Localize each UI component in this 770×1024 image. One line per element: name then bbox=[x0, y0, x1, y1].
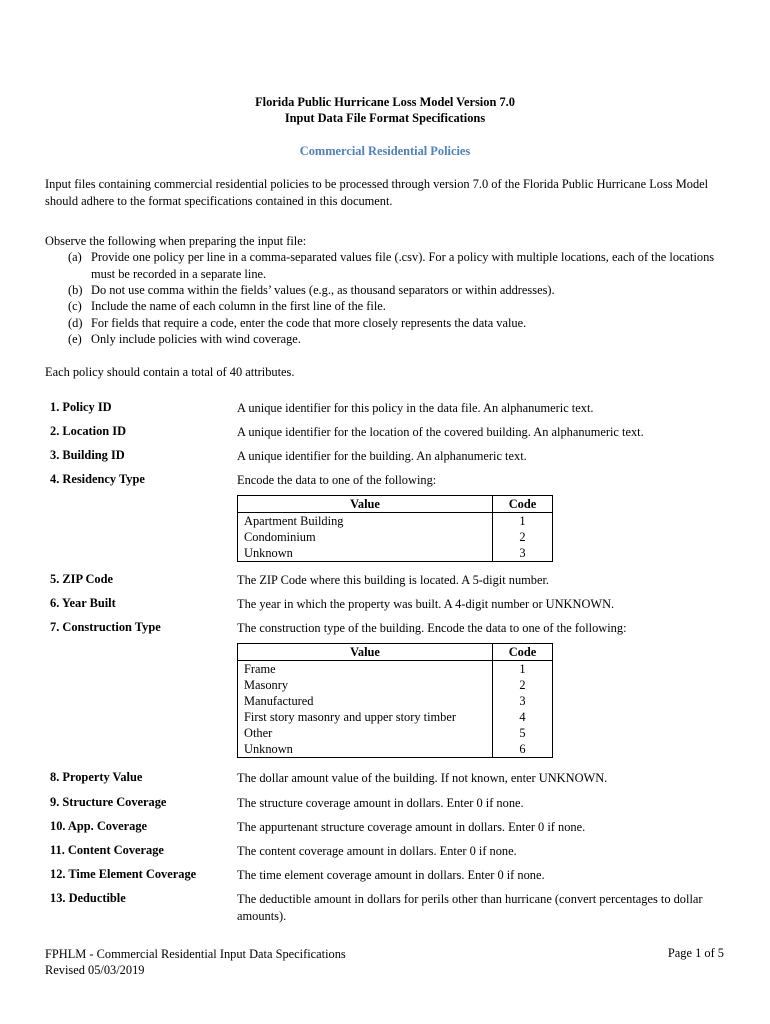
list-item bbox=[68, 249, 728, 282]
table-row bbox=[238, 677, 553, 693]
list-item bbox=[68, 331, 728, 348]
attribute-label-app-coverage: 10. App. Coverage bbox=[50, 819, 148, 833]
attribute-label-time-element-coverage: 12. Time Element Coverage bbox=[50, 867, 197, 881]
list-item bbox=[68, 298, 728, 315]
attribute-desc-time-element-coverage: The time element coverage amount in dollars. Enter 0 if none. bbox=[237, 868, 545, 882]
table-row bbox=[238, 725, 553, 741]
table-cell-value: Condominium bbox=[238, 529, 493, 545]
attribute-label-deductible: 13. Deductible bbox=[50, 891, 126, 905]
attribute-desc-building-id: A unique identifier for the building. An alphanumeric text. bbox=[237, 449, 527, 463]
list-marker: (c) bbox=[68, 299, 82, 313]
table-header-value: Value bbox=[238, 644, 493, 661]
attribute-desc-policy-id: A unique identifier for this policy in the data file. An alphanumeric text. bbox=[237, 401, 594, 415]
table-cell-value: Manufactured bbox=[238, 693, 493, 709]
table-cell-value: Unknown bbox=[238, 741, 493, 758]
table-row bbox=[238, 661, 553, 678]
table-row bbox=[238, 741, 553, 758]
table-cell-code: 3 bbox=[493, 693, 553, 709]
table-cell-code: 1 bbox=[493, 513, 553, 530]
table-cell-value: Unknown bbox=[238, 545, 493, 562]
table-row bbox=[238, 693, 553, 709]
list-marker: (a) bbox=[68, 250, 82, 264]
table-cell-code: 5 bbox=[493, 725, 553, 741]
table-header-code: Code bbox=[493, 644, 553, 661]
attribute-label-building-id: 3. Building ID bbox=[50, 448, 125, 462]
table-row bbox=[238, 529, 553, 545]
list-text: Include the name of each column in the first line of the file. bbox=[91, 299, 386, 313]
table-cell-value: Frame bbox=[238, 661, 493, 678]
attribute-desc-deductible: The deductible amount in dollars for perils other than hurricane (convert percentages to dollar amounts). bbox=[237, 892, 703, 923]
residency-type-table bbox=[237, 495, 553, 562]
attribute-label-structure-coverage: 9. Structure Coverage bbox=[50, 795, 167, 809]
table-cell-code: 6 bbox=[493, 741, 553, 758]
attribute-desc-property-value: The dollar amount value of the building. If not known, enter UNKNOWN. bbox=[237, 771, 608, 785]
table-cell-code: 4 bbox=[493, 709, 553, 725]
list-marker: (b) bbox=[68, 283, 83, 297]
table-cell-code: 2 bbox=[493, 677, 553, 693]
table-header-code: Code bbox=[493, 496, 553, 513]
attribute-desc-location-id: A unique identifier for the location of the covered building. An alphanumeric text. bbox=[237, 425, 644, 439]
footer-revised-date: Revised 05/03/2019 bbox=[45, 963, 145, 977]
attribute-desc-construction-type: The construction type of the building. Encode the data to one of the following: bbox=[237, 621, 627, 635]
attribute-label-residency-type: 4. Residency Type bbox=[50, 472, 145, 486]
footer-document-name: FPHLM - Commercial Residential Input Data Specifications bbox=[45, 947, 346, 961]
attribute-label-construction-type: 7. Construction Type bbox=[50, 620, 161, 634]
section-heading: Commercial Residential Policies bbox=[299, 144, 471, 158]
list-text: Do not use comma within the fields’ values (e.g., as thousand separators or within addresses). bbox=[91, 283, 555, 297]
attribute-label-zip-code: 5. ZIP Code bbox=[50, 572, 113, 586]
intro-paragraph: Input files containing commercial residential policies to be processed through version 7.0 of the Florida Public Hurricane Loss Model should adhere to the format specifications contained in this document. bbox=[45, 177, 709, 208]
table-cell-code: 1 bbox=[493, 661, 553, 678]
list-item bbox=[68, 282, 728, 299]
table-cell-value: Apartment Building bbox=[238, 513, 493, 530]
attribute-desc-structure-coverage: The structure coverage amount in dollars. Enter 0 if none. bbox=[237, 796, 524, 810]
list-marker: (e) bbox=[68, 332, 82, 346]
table-header-value: Value bbox=[238, 496, 493, 513]
table-row bbox=[238, 513, 553, 530]
table-cell-value: Other bbox=[238, 725, 493, 741]
attribute-label-policy-id: 1. Policy ID bbox=[50, 400, 112, 414]
attribute-desc-year-built: The year in which the property was built. A 4-digit number or UNKNOWN. bbox=[237, 597, 615, 611]
footer-page-number: Page 1 of 5 bbox=[667, 946, 724, 960]
table-cell-code: 2 bbox=[493, 529, 553, 545]
table-cell-code: 3 bbox=[493, 545, 553, 562]
attribute-label-property-value: 8. Property Value bbox=[50, 770, 143, 784]
document-title: Florida Public Hurricane Loss Model Version 7.0 bbox=[255, 95, 515, 109]
document-subtitle: Input Data File Format Specifications bbox=[284, 111, 486, 125]
attribute-desc-residency-type: Encode the data to one of the following: bbox=[237, 473, 437, 487]
list-text: Only include policies with wind coverage. bbox=[91, 332, 301, 346]
construction-type-table bbox=[237, 643, 553, 758]
table-row bbox=[238, 545, 553, 562]
list-item bbox=[68, 315, 728, 332]
attribute-desc-app-coverage: The appurtenant structure coverage amount in dollars. Enter 0 if none. bbox=[237, 820, 586, 834]
list-text: For fields that require a code, enter the code that more closely represents the data value. bbox=[91, 316, 527, 330]
attribute-label-year-built: 6. Year Built bbox=[50, 596, 116, 610]
attribute-label-content-coverage: 11. Content Coverage bbox=[50, 843, 164, 857]
attribute-desc-zip-code: The ZIP Code where this building is located. A 5-digit number. bbox=[237, 573, 550, 587]
table-cell-value: Masonry bbox=[238, 677, 493, 693]
attribute-label-location-id: 2. Location ID bbox=[50, 424, 127, 438]
table-row bbox=[238, 709, 553, 725]
attribute-desc-content-coverage: The content coverage amount in dollars. Enter 0 if none. bbox=[237, 844, 517, 858]
table-cell-value: First story masonry and upper story timber bbox=[238, 709, 493, 725]
attribute-count-note: Each policy should contain a total of 40 attributes. bbox=[45, 365, 295, 379]
list-marker: (d) bbox=[68, 316, 83, 330]
list-text: Provide one policy per line in a comma-separated values file (.csv). For a policy with multiple locations, each of the locations must be recorded in a separate line. bbox=[91, 250, 715, 281]
observe-lead: Observe the following when preparing the input file: bbox=[45, 234, 307, 248]
